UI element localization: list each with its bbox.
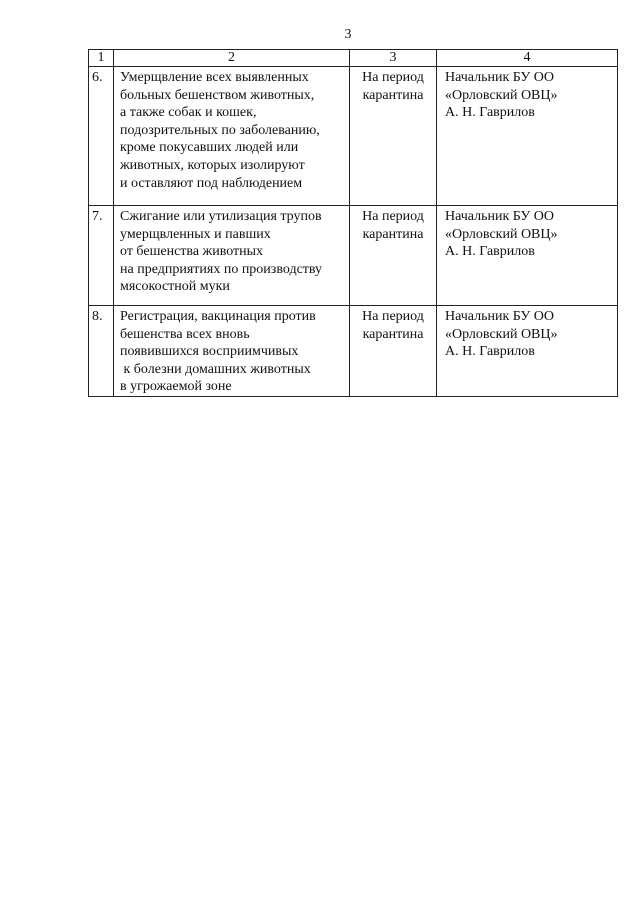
table-row [89, 67, 618, 206]
table-header-row [89, 50, 618, 67]
period-line: На период [362, 209, 424, 224]
period-cell [350, 206, 437, 306]
responsible-cell [437, 67, 618, 206]
description-line: Сжигание или утилизация трупов [120, 209, 322, 224]
description-line: от бешенства животных [120, 244, 264, 260]
description-line: подозрительных по заболеванию, [120, 122, 320, 138]
description-line: на предприятиях по производству [120, 261, 323, 277]
measure-description [114, 206, 350, 306]
responsible-line: Начальник БУ ОО [445, 309, 554, 324]
description-line: умерщвленных и павших [120, 226, 271, 242]
responsible-line: «Орловский ОВЦ» [445, 87, 558, 103]
description-line: а также собак и кошек, [120, 105, 257, 121]
responsible-line: А. Н. Гаврилов [445, 244, 535, 260]
period-cell [350, 67, 437, 206]
responsible-cell [437, 306, 618, 397]
responsible-line: Начальник БУ ОО [445, 70, 554, 85]
responsible-line: Начальник БУ ОО [445, 209, 554, 224]
period-line: На период [362, 309, 424, 324]
description-line: появившихся восприимчивых [120, 344, 299, 360]
column-header-1: 1 [89, 50, 114, 67]
period-cell [350, 306, 437, 397]
table-row [89, 206, 618, 306]
responsible-line: А. Н. Гаврилов [445, 344, 535, 360]
description-line: кроме покусавших людей или [120, 140, 299, 156]
description-line: в угрожаемой зоне [120, 379, 232, 395]
column-header-4: 4 [437, 50, 618, 67]
row-number: 7. [89, 206, 114, 306]
period-line: карантина [362, 226, 424, 242]
responsible-line: «Орловский ОВЦ» [445, 226, 558, 242]
description-line: животных, которых изолируют [120, 157, 305, 173]
period-line: На период [362, 70, 424, 85]
responsible-line: А. Н. Гаврилов [445, 105, 535, 121]
description-line: к болезни домашних животных [120, 361, 311, 377]
description-line: и оставляют под наблюдением [120, 175, 303, 191]
period-line: карантина [362, 326, 424, 342]
responsible-cell [437, 206, 618, 306]
measure-description [114, 67, 350, 206]
row-number: 6. [89, 67, 114, 206]
table-row [89, 306, 618, 397]
description-line: больных бешенством животных, [120, 87, 315, 103]
column-header-2: 2 [114, 50, 350, 67]
description-line: Умерщвление всех выявленных [120, 70, 309, 85]
measures-table [88, 49, 618, 397]
period-line: карантина [362, 87, 424, 103]
description-line: Регистрация, вакцинация против [120, 309, 316, 324]
column-header-3: 3 [350, 50, 437, 67]
page-number: 3 [344, 27, 352, 42]
measure-description [114, 306, 350, 397]
description-line: мясокостной муки [120, 279, 230, 295]
row-number: 8. [89, 306, 114, 397]
description-line: бешенства всех вновь [120, 326, 250, 342]
responsible-line: «Орловский ОВЦ» [445, 326, 558, 342]
